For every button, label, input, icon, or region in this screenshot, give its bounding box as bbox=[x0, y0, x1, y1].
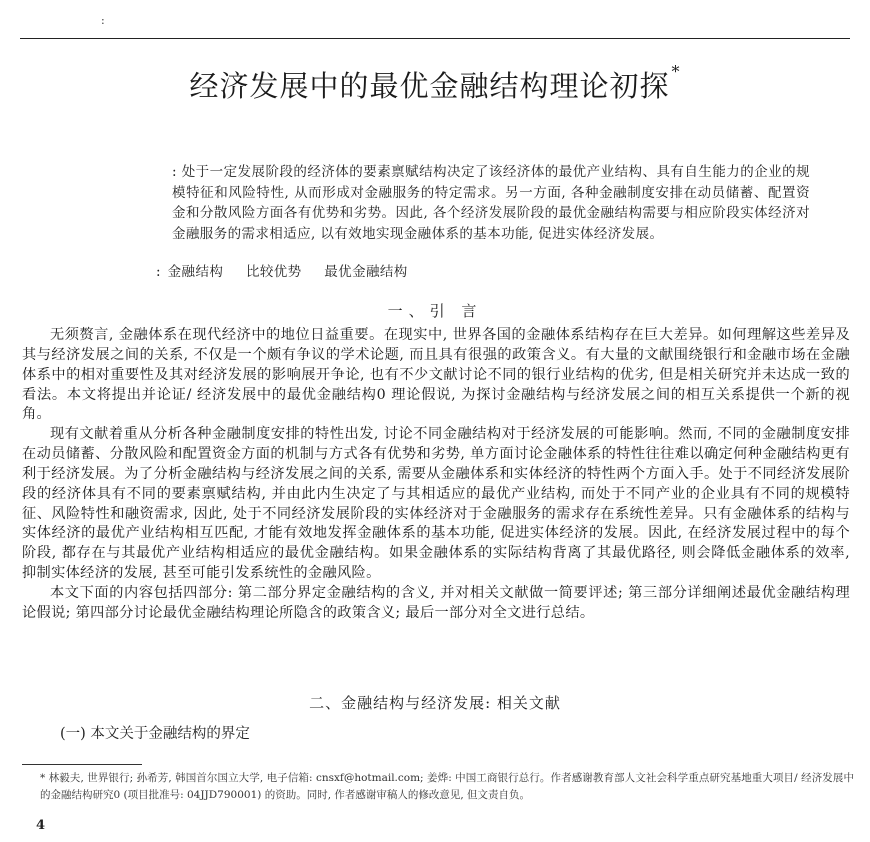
page-number: 4 bbox=[36, 818, 46, 833]
abstract bbox=[60, 162, 810, 244]
header-mark: : bbox=[101, 14, 105, 27]
keyword-item: 金融结构 bbox=[167, 264, 224, 280]
keywords-prefix: : bbox=[156, 264, 161, 280]
keywords bbox=[156, 260, 426, 280]
paper-title bbox=[0, 64, 870, 105]
footnote bbox=[22, 770, 854, 804]
title-text: 经济发展中的最优金融结构理论初探 bbox=[189, 69, 670, 103]
keyword-item: 比较优势 bbox=[245, 264, 302, 280]
header-rule bbox=[20, 38, 850, 39]
keyword-item: 最优金融结构 bbox=[324, 264, 408, 280]
footnote-text: * 林毅夫, 世界银行; 孙希芳, 韩国首尔国立大学, 电子信箱: cnsxf@hotmail.com; 姜烨: 中国工商银行总行。作者感谢教育部人文社会科学重点研究基地重大项目/ 经济发展中的金融结构研究0 (项目批准号: 04JJD790001) 的资助。同时, 作者感谢审稿人的修改意见, 但文责自负。 bbox=[40, 772, 854, 801]
body-text bbox=[22, 326, 850, 624]
abstract-text: : 处于一定发展阶段的经济体的要素禀赋结构决定了该经济体的最优产业结构、具有自生能力的企业的规模特征和风险特性, 从而形成对金融服务的特定需求。另一方面, 各种金融制度安排在动员储蓄、配置资金和分散风险方面各有优势和劣势。因此, 各个经济发展阶段的最优金融结构需要与相应阶段实体经济对金融服务的需求相适应, 以有效地实现金融体系的基本功能, 促进实体经济发展。 bbox=[172, 164, 810, 242]
footnote-rule bbox=[22, 764, 142, 765]
body-paragraph: 无须赘言, 金融体系在现代经济中的地位日益重要。在现实中, 世界各国的金融体系结构存在巨大差异。如何理解这些差异及其与经济发展之间的关系, 不仅是一个颇有争议的学术论题, 而且具有很强的政策含义。有大量的文献围绕银行和金融市场在金融体系中的相对重要性及其对经济发展的影响展开争论, 也有不少文献讨论不同的银行业结构的优劣, 但是相关研究并未达成一致的看法。本文将提出并论证/ 经济发展中的最优金融结构0 理论假说, 为探讨金融结构与经济发展之间的相互关系提供一个新的视角。 bbox=[22, 327, 850, 423]
section-heading-intro: 一、引 言 bbox=[387, 302, 483, 320]
title-footnote-mark: * bbox=[671, 62, 681, 82]
body-paragraph: 现有文献着重从分析各种金融制度安排的特性出发, 讨论不同金融结构对于经济发展的可能影响。然而, 不同的金融制度安排在动员储蓄、分散风险和配置资金方面的机制与方式各有优势和劣势, 单方面讨论金融体系的特性往往难以确定何种金融结构更有利于经济发展。为了分析金融结构与经济发展之间的关系, 需要从金融体系和实体经济的特性两个方面入手。处于不同经济发展阶段的经济体具有不同的要素禀赋结构, 并由此内生决定了与其相适应的最优产业结构, 而处于不同产业的企业具有不同的规模特征、风险特性和融资需求, 因此, 处于不同经济发展阶段的实体经济对于金融服务的需求存在系统性差异。只有金融体系的结构与实体经济的最优产业结构相互匹配, 才能有效地发挥金融体系的基本功能, 促进实体经济的发展。因此, 在经济发展过程中的每个阶段, 都存在与其最优产业结构相适应的最优金融结构。如果金融体系的实际结构背离了其最优路径, 则会降低金融体系的效率, 抑制实体经济的发展, 甚至可能引发系统性的金融风险。 bbox=[22, 426, 850, 582]
body-paragraph: 本文下面的内容包括四部分: 第二部分界定金融结构的含义, 并对相关文献做一简要评述; 第三部分详细阐述最优金融结构理论假说; 第四部分讨论最优金融结构理论所隐含的政策含义; 最后一部分对全文进行总结。 bbox=[22, 584, 850, 621]
subsection-heading: (一) 本文关于金融结构的界定 bbox=[60, 726, 250, 742]
section-heading-literature: 二、金融结构与经济发展: 相关文献 bbox=[309, 694, 561, 712]
